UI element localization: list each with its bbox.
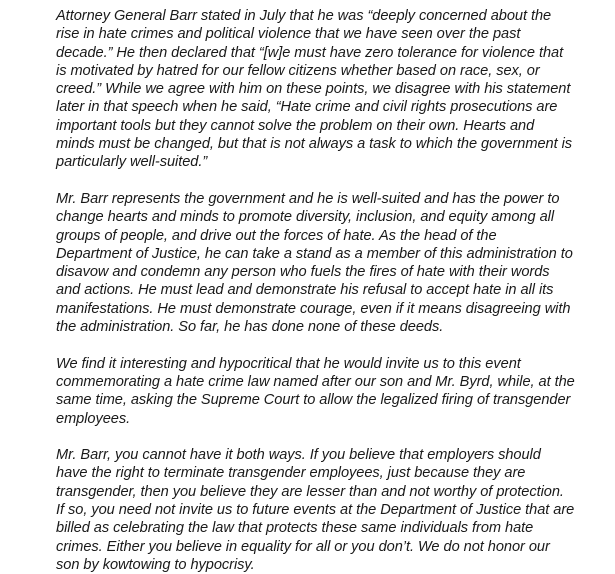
paragraph-barr-represents-government: Mr. Barr represents the government and he is well-suited and has the power to change hearts and minds to promote diversity, inclusion, and equity among all groups of people, and drive out the forces of hate. As the head of the Department of Justice, he can take a stand as a member of this administration to disavow and condemn any person who fuels the fires of hate with their words and actions. He must lead and demonstrate his refusal to accept hate in all its manifestations. He must demonstrate courage, even if it means disagreeing with the administration. So far, he has done none of these deeds. xyxy=(56,190,573,336)
paragraph-barr-statement: Attorney General Barr stated in July that he was “deeply concerned about the rise in hate crimes and political violence that we have seen over the past decade.” He then declared that “[w]e must have zero tolerance for violence that is motivated by hatred for our fellow citizens whether based on race, sex, or creed.” While we agree with him on these points, we disagree with his statement later in that speech when he said, “Hate crime and civil rights prosecutions are important tools but they cannot solve the problem on their own. Hearts and minds must be changed, but that is not always a task to which the government is particularly well-suited.” xyxy=(56,8,573,171)
paragraph-both-ways: Mr. Barr, you cannot have it both ways. If you believe that employers should have the right to terminate transgender employees, just because they are transgender, then you believe they are lesser than and not worthy of protection. If so, you need not invite us to future events at the Department of Justice that are billed as celebrating the law that protects these same individuals from hate crimes. Either you believe in equality for all or you don’t. We do not honor our son by kowtowing to hypocrisy. xyxy=(56,447,575,573)
letter-body xyxy=(56,7,601,574)
paragraph-hypocrisy-invitation: We find it interesting and hypocritical that he would invite us to this event commemorating a hate crime law named after our son and Mr. Byrd, while, at the same time, asking the Supreme Court to allow the legalized firing of transgender employees. xyxy=(56,355,575,427)
